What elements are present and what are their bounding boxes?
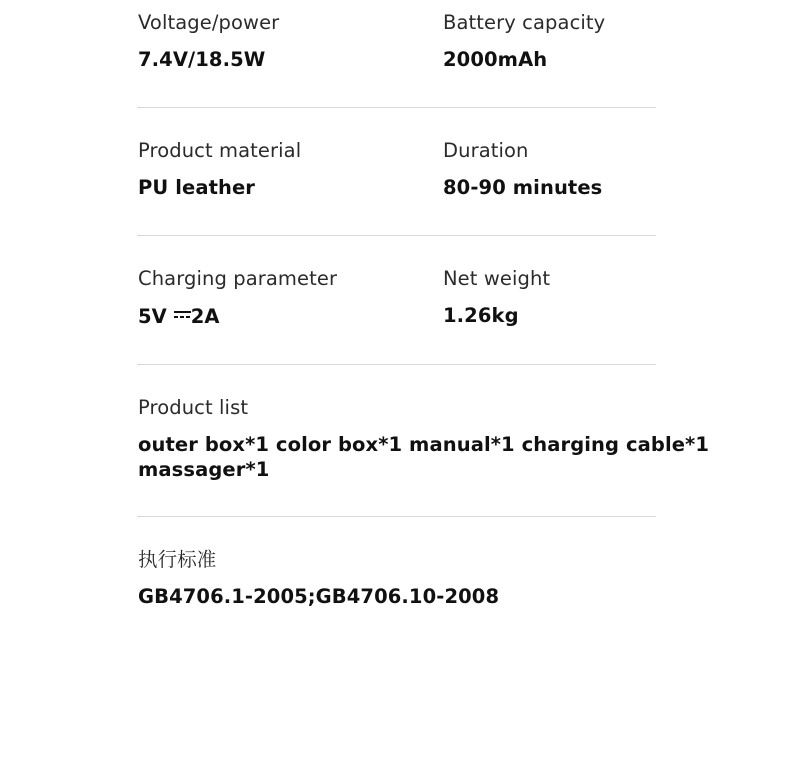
spacer xyxy=(0,482,790,516)
spec-value-execution-standard: GB4706.1-2005;GB4706.10-2008 xyxy=(138,585,500,609)
spec-cell-label xyxy=(138,139,443,163)
spec-value-product-list: outer box*1 color box*1 manual*1 charging cable*1 massager*1 xyxy=(138,433,710,481)
spec-cell-value xyxy=(138,176,443,200)
spec-label-row xyxy=(0,256,790,291)
spec-value-net-weight: 1.26kg xyxy=(443,303,519,327)
spec-cell-label xyxy=(443,139,790,163)
spec-value-charging-parameter xyxy=(138,305,220,328)
charging-current-value: 2A xyxy=(190,305,220,329)
spacer xyxy=(0,365,790,385)
spec-cell-label xyxy=(138,267,443,291)
spec-value-row xyxy=(0,420,790,482)
spec-label-charging-parameter: Charging parameter xyxy=(138,266,338,290)
spec-value-battery-capacity: 2000mAh xyxy=(443,48,548,72)
spec-cell-label xyxy=(443,11,790,35)
spec-value-row xyxy=(0,291,790,330)
spec-label-voltage-power: Voltage/power xyxy=(138,11,280,34)
spacer xyxy=(0,517,790,537)
spec-group-material-duration xyxy=(0,128,790,256)
spec-label-execution-standard: 执行标准 xyxy=(138,547,217,571)
spec-cell-value xyxy=(443,176,790,200)
spec-label-row xyxy=(0,0,790,35)
spacer xyxy=(0,201,790,235)
spec-cell-label xyxy=(138,11,443,35)
spec-value-duration: 80-90 minutes xyxy=(443,176,603,200)
spec-group-voltage-battery xyxy=(0,0,790,128)
charging-voltage-text xyxy=(138,305,220,328)
dc-voltage-icon xyxy=(174,304,191,324)
spec-group-charging-weight xyxy=(0,256,790,385)
spec-label-battery-capacity: Battery capacity xyxy=(443,11,606,34)
spec-value-row xyxy=(0,572,790,609)
spec-value-product-material: PU leather xyxy=(138,176,256,200)
spec-value-row xyxy=(0,35,790,72)
spec-cell-value xyxy=(443,48,790,72)
spec-label-row xyxy=(0,385,790,420)
spec-label-product-material: Product material xyxy=(138,138,302,162)
spec-cell-value xyxy=(443,304,790,330)
spec-cell-value xyxy=(138,48,443,72)
charging-voltage-value: 5V xyxy=(138,305,174,329)
spec-value-voltage-power: 7.4V/18.5W xyxy=(138,48,266,72)
spacer xyxy=(0,73,790,107)
spec-group-standard xyxy=(0,537,790,610)
spacer xyxy=(0,236,790,256)
spec-label-row xyxy=(0,128,790,163)
spacer xyxy=(0,108,790,128)
spec-value-row xyxy=(0,163,790,200)
spec-label-product-list: Product list xyxy=(138,395,249,419)
spacer xyxy=(0,330,790,364)
spec-group-product-list xyxy=(0,385,790,537)
spec-label-row xyxy=(0,537,790,572)
spec-label-duration: Duration xyxy=(443,138,529,162)
spec-cell-value xyxy=(138,304,443,330)
spec-cell-label xyxy=(443,267,790,291)
spec-label-net-weight: Net weight xyxy=(443,266,551,290)
